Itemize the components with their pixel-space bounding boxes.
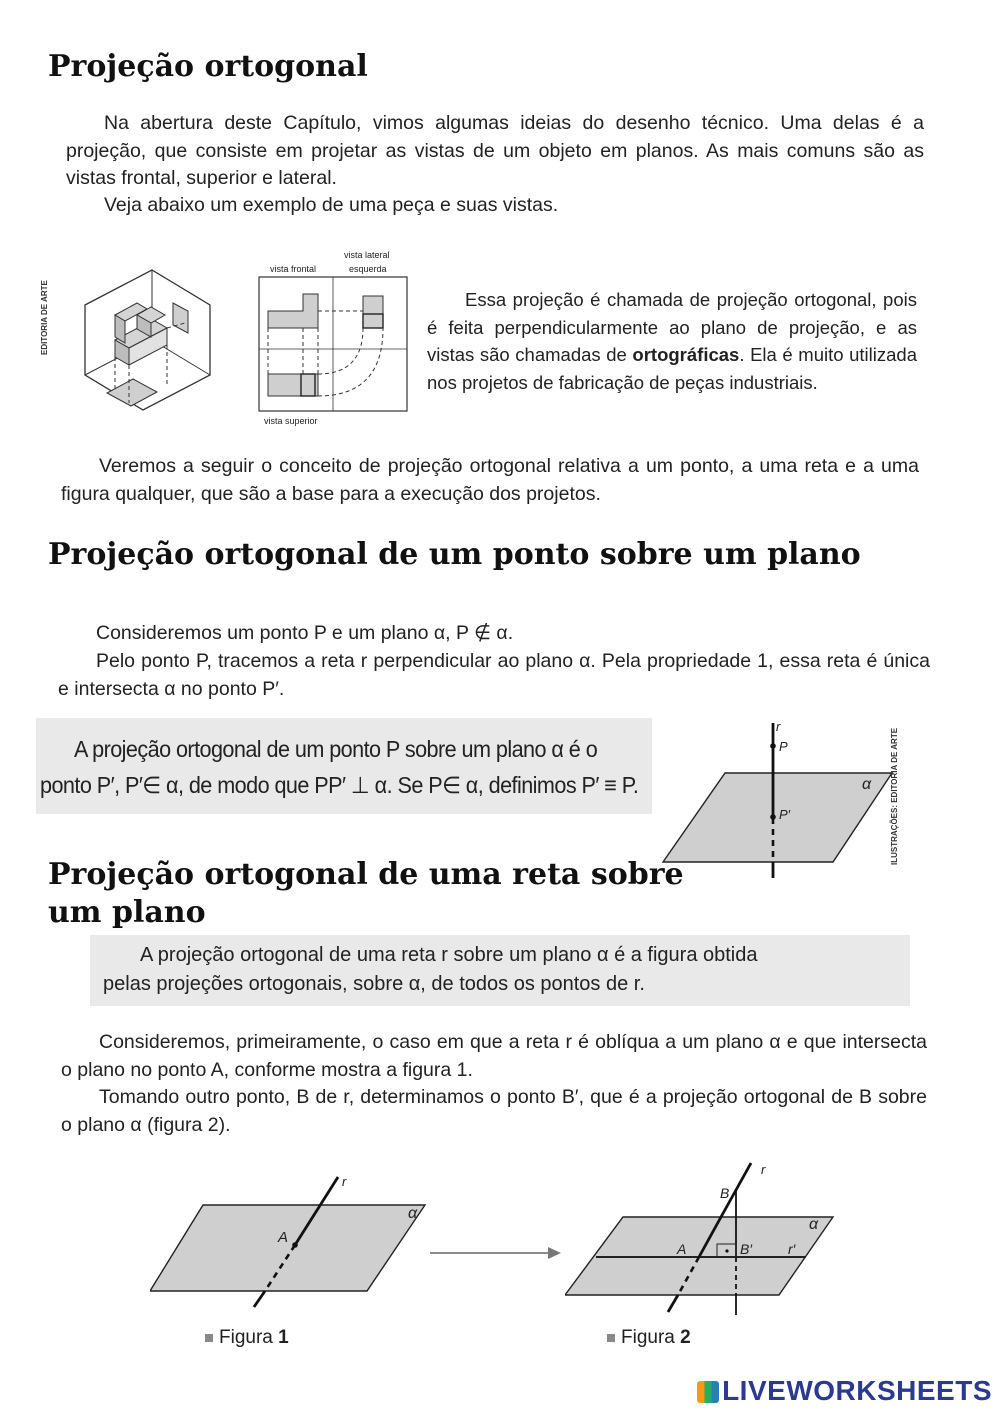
label-P-prime: P′ [779, 807, 791, 822]
line-paragraph-2: Tomando outro ponto, B de r, determinamos o ponto B′, que é a projeção ortogonal de B sobre o plano α (figura 2). [61, 1086, 927, 1136]
intro-paragraph: Na abertura deste Capítulo, vimos algumas ideias do desenho técnico. Uma delas é a projeção, que consiste em projetar as vistas de um objeto em planos. As mais comuns são as vistas frontal, superior e lateral. [66, 112, 924, 189]
section-title-projecao-ortogonal: Projeção ortogonal [48, 49, 368, 84]
fig1-label-r: r [342, 1174, 347, 1189]
figure-2-caption-num: 2 [680, 1327, 691, 1348]
point-projection-figure [660, 715, 900, 885]
fig2-label-B-prime: B′ [740, 1241, 752, 1257]
fig1-label-alpha: α [408, 1205, 418, 1222]
side-text-a: Essa projeção é chamada de projeção ortogonal, pois é feita perpendicularmente ao plano de projeção, e as vistas são chamadas de [427, 289, 917, 365]
fig2-label-r-prime: r′ [788, 1241, 796, 1257]
fig2-label-r: r [761, 1162, 766, 1177]
illustration-credit: ILUSTRAÇÕES: EDITORIA DE ARTE [890, 727, 899, 865]
label-vista-superior: vista superior [264, 416, 318, 426]
logo-icon [697, 1381, 719, 1403]
point-definition-box [36, 718, 652, 814]
point-paragraph-2: Pelo ponto P, tracemos a reta r perpendicular ao plano α. Pela propriedade 1, essa reta é única e intersecta α no ponto P′. [58, 650, 930, 700]
section-title-ponto-plano: Projeção ortogonal de um ponto sobre um plano [48, 537, 861, 572]
isometric-piece-figure [55, 265, 220, 415]
fig2-label-alpha: α [809, 1216, 819, 1233]
section-title-reta-plano-line1: Projeção ortogonal de uma reta sobre [48, 857, 684, 892]
fig1-label-A: A [278, 1229, 289, 1246]
figure-1-caption-text: Figura [219, 1327, 273, 1348]
line-definition-line2: pelas projeções ortogonais, sobre α, de todos os pontos de r. [103, 973, 645, 995]
label-alpha: α [862, 776, 872, 793]
section-title-reta-plano-line2: um plano [48, 895, 206, 930]
outro-paragraph: Veremos a seguir o conceito de projeção ortogonal relativa a um ponto, a uma reta e a uma figura qualquer, que são a base para a execução dos projetos. [61, 455, 919, 505]
point-paragraph-1: Consideremos um ponto P e um plano α, P ∉ α. [96, 622, 514, 644]
intro-paragraph-2: Veja abaixo um exemplo de uma peça e suas vistas. [104, 194, 559, 216]
figure-1-caption-num: 1 [278, 1327, 289, 1348]
figure-1-caption [205, 1327, 289, 1349]
point-definition-line1: A projeção ortogonal de um ponto P sobre um plano α é o [74, 736, 598, 762]
point-definition-line2: ponto P′, P′∈ α, de modo que PP′ ⊥ α. Se P∈ α, definimos P′ ≡ P. [40, 772, 639, 798]
figure-1 [150, 1172, 440, 1312]
figure-credit: EDITORIA DE ARTE [40, 280, 49, 355]
label-r: r [776, 719, 781, 734]
line-paragraph-1: Consideremos, primeiramente, o caso em que a reta r é oblíqua a um plano α e que intersecta o plano no ponto A, conforme mostra a figura 1. [61, 1031, 927, 1081]
side-text-bold: ortográficas [632, 344, 740, 365]
label-P: P [779, 739, 788, 754]
arrow-figure1-to-figure2 [428, 1245, 568, 1261]
fig2-label-B: B [720, 1185, 730, 1201]
orthographic-views-figure [258, 276, 410, 413]
side-paragraph [427, 286, 917, 396]
liveworksheets-logo[interactable] [697, 1375, 992, 1407]
label-vista-lateral-1: vista lateral [344, 250, 390, 260]
figure-2-caption [607, 1327, 691, 1349]
figure-2 [565, 1160, 845, 1320]
figure-2-caption-text: Figura [621, 1327, 675, 1348]
side-text-b: . Ela é muito utilizada nos projetos de fabricação de peças industriais. [427, 344, 917, 393]
fig2-label-A: A [677, 1241, 687, 1257]
label-vista-lateral-2: esquerda [349, 264, 387, 274]
label-vista-frontal: vista frontal [270, 264, 317, 274]
line-definition-line1: A projeção ortogonal de uma reta r sobre um plano α é a figura obtida [140, 944, 758, 966]
logo-text: LIVEWORKSHEETS [722, 1375, 992, 1406]
